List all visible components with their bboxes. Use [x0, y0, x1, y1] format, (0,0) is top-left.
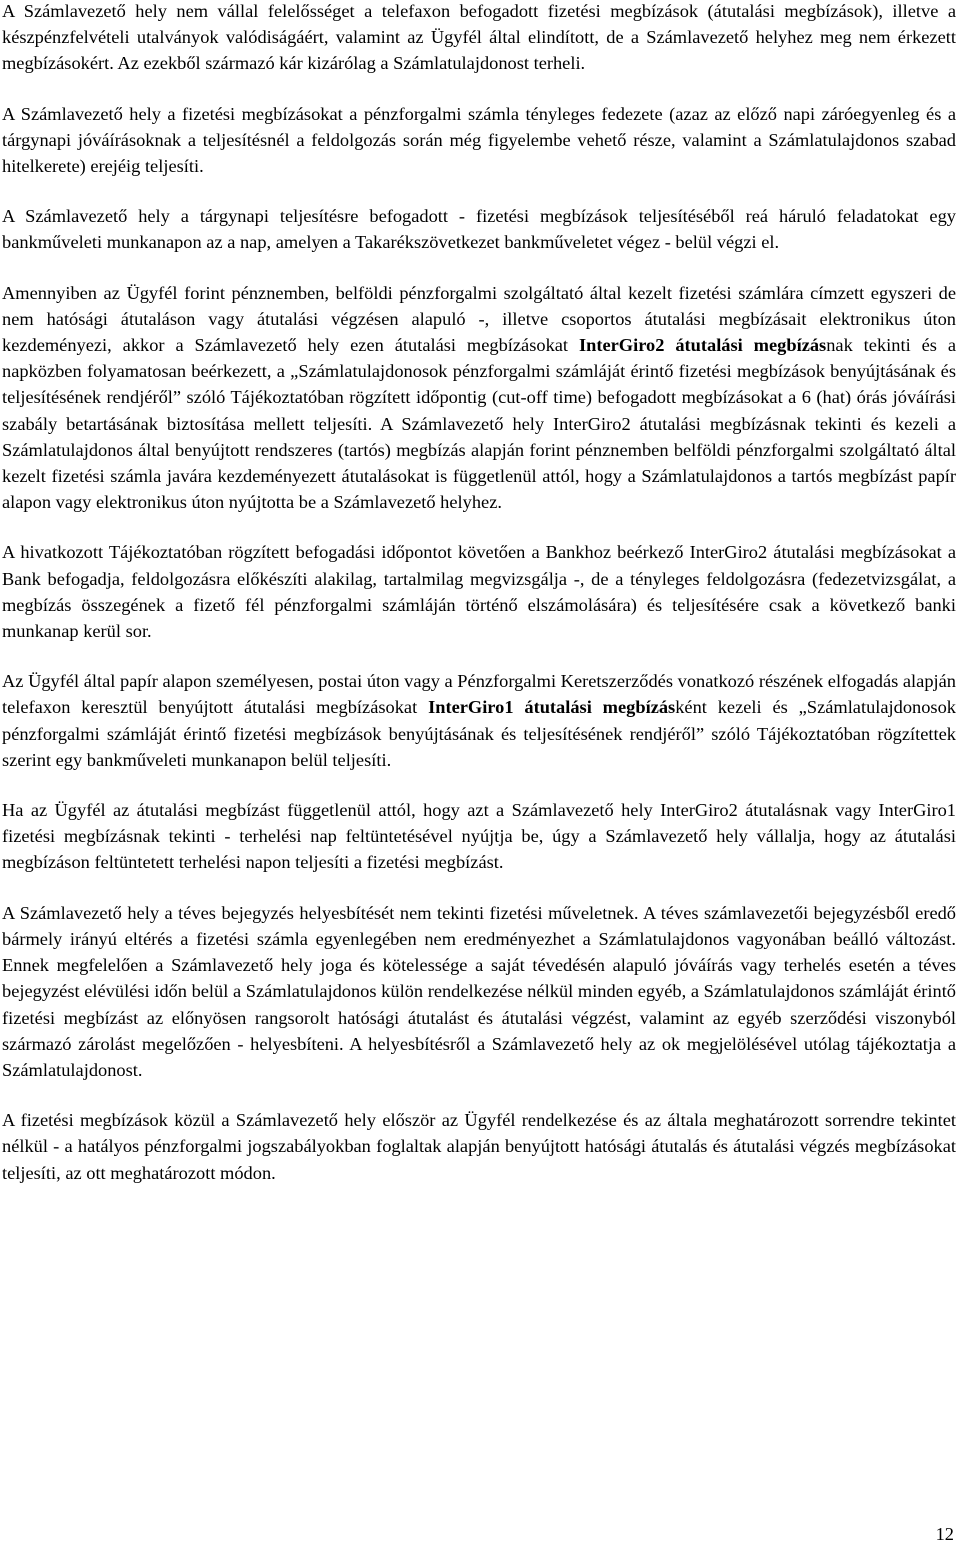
paragraph [2, 203, 956, 255]
paragraph [2, 0, 956, 77]
text-run: A Számlavezető hely nem vállal felelősséget a telefaxon befogadott fizetési megbízások (átutalási megbízások), illetve a készpénzfelvételi utalványok valódiságáért, valamint az Ügyfél által elindított, de a Számlavezető helyhez meg nem érkezett megbízásokért. Az ezekből származó kár kizárólag a Számlatulajdonost terheli. [2, 1, 956, 74]
paragraph [2, 900, 956, 1083]
text-run: nak tekinti és a napközben folyamatosan beérkezett, a „Számlatulajdonosok pénzforgalmi számláját érintő fizetési megbízások benyújtásának és teljesítésének rendjéről” szóló Tájékoztatóban rögzített időpontig (cut-off time) befogadott megbízásokat a 6 (hat) órás jóváírási szabály betartásának biztosítása mellett teljesíti. A Számlavezető hely InterGiro2 átutalási megbízásnak tekinti és kezeli a Számlatulajdonos által benyújtott rendszeres (tartós) megbízás alapján forint pénznemben belföldi pénzforgalmi szolgáltató által kezelt fizetési számla javára kezdeményezett átutalásokat is függetlenül attól, hogy a Számlatulajdonos a tartós megbízást papír alapon vagy elektronikus úton nyújtotta be a Számlavezető helyhez. [2, 335, 956, 513]
text-run: Ha az Ügyfél az átutalási megbízást függetlenül attól, hogy azt a Számlavezető hely InterGiro2 átutalásnak vagy InterGiro1 fizetési megbízásnak tekinti - terhelési nap feltüntetésével nyújtja be, úgy a Számlavezető hely vállalja, hogy az átutalási megbízáson feltüntetett terhelési napon teljesíti a fizetési megbízást. [2, 800, 956, 873]
paragraph [2, 280, 956, 516]
paragraph [2, 797, 956, 876]
text-run: A Számlavezető hely a tárgynapi teljesítésre befogadott - fizetési megbízások teljesítéséből reá háruló feladatokat egy bankműveleti munkanapon az a nap, amelyen a Takarékszövetkezet bankműveletet végez - belül végzi el. [2, 206, 956, 253]
text-run: A Számlavezető hely a téves bejegyzés helyesbítését nem tekinti fizetési műveletnek. A téves számlavezetői bejegyzésből eredő bármely irányú eltérés a fizetési számla egyenlegében nem eredményezhet a Számlatulajdonos vagyonában beálló változást. Ennek megfelelően a Számlavezető hely joga és kötelessége a saját tévedésén alapuló jóváírás vagy terhelés esetén a téves bejegyzést elévülési időn belül a Számlatulajdonos külön rendelkezése nélkül minden egyéb, a Számlatulajdonos számláját érintő fizetési megbízást az előnyösen rangsorolt hatósági átutalást és átutalási végzést, valamint az egyéb szerződési viszonyból származó zárolást megelőzően - helyesbíteni. A helyesbítésről a Számlavezető hely az ok megjelölésével utólag tájékoztatja a Számlatulajdonost. [2, 902, 956, 1080]
text-run: Amennyiben az Ügyfél forint pénznemben, belföldi pénzforgalmi szolgáltató által kezelt fizetési számlára címzett egyszeri de nem hatósági átutaláson vagy átutalási végzésen alapuló -, illetve csoportos átutalási megbízásait elektronikus úton kezdeményezi, akkor a Számlavezető hely ezen átutalási megbízásokat [2, 282, 956, 356]
text-run: A hivatkozott Tájékoztatóban rögzített befogadási időpontot követően a Bankhoz beérkező InterGiro2 átutalási megbízásokat a Bank befogadja, feldolgozásra előkészíti alakilag, tartalmilag megvizsgálja -, de a tényleges feldolgozásra (fedezetvizsgálat, a megbízás összegének a fizető fél pénzforgalmi számláján történő elszámolására) és teljesítésére csak a következő banki munkanap kerül sor. [2, 542, 956, 642]
page-number: 12 [935, 1524, 954, 1544]
document-page [2, 0, 956, 1186]
text-run: ként kezeli és „Számlatulajdonosok pénzforgalmi számláját érintő fizetési megbízások benyújtásának és teljesítésének rendjéről” szóló Tájékoztatóban rögzítettek szerint egy bankműveleti munkanapon belül teljesíti. [2, 697, 956, 770]
text-run: A Számlavezető hely a fizetési megbízásokat a pénzforgalmi számla tényleges fedezete (azaz az előző napi záróegyenleg és a tárgynapi jóváírásoknak a teljesítésnél a feldolgozás során még figyelembe vehető része, valamint a Számlatulajdonos szabad hitelkerete) erejéig teljesíti. [2, 103, 956, 177]
bold-term: InterGiro1 átutalási megbízás [428, 697, 676, 718]
text-run: A fizetési megbízások közül a Számlavezető hely először az Ügyfél rendelkezése és az általa meghatározott sorrendre tekintet nélkül - a hatályos pénzforgalmi jogszabályokban foglaltak alapján benyújtott hatósági átutalás és átutalási végzés megbízásokat teljesíti, az ott meghatározott módon. [2, 1110, 956, 1183]
paragraph [2, 101, 956, 180]
paragraph [2, 1107, 956, 1186]
bold-term: InterGiro2 átutalási megbízás [578, 335, 827, 356]
paragraph [2, 668, 956, 773]
paragraph [2, 539, 956, 644]
text-run: Az Ügyfél által papír alapon személyesen, postai úton vagy a Pénzforgalmi Keretszerződés vonatkozó részének elfogadás alapján telefaxon keresztül benyújtott átutalási megbízásokat [2, 671, 956, 718]
